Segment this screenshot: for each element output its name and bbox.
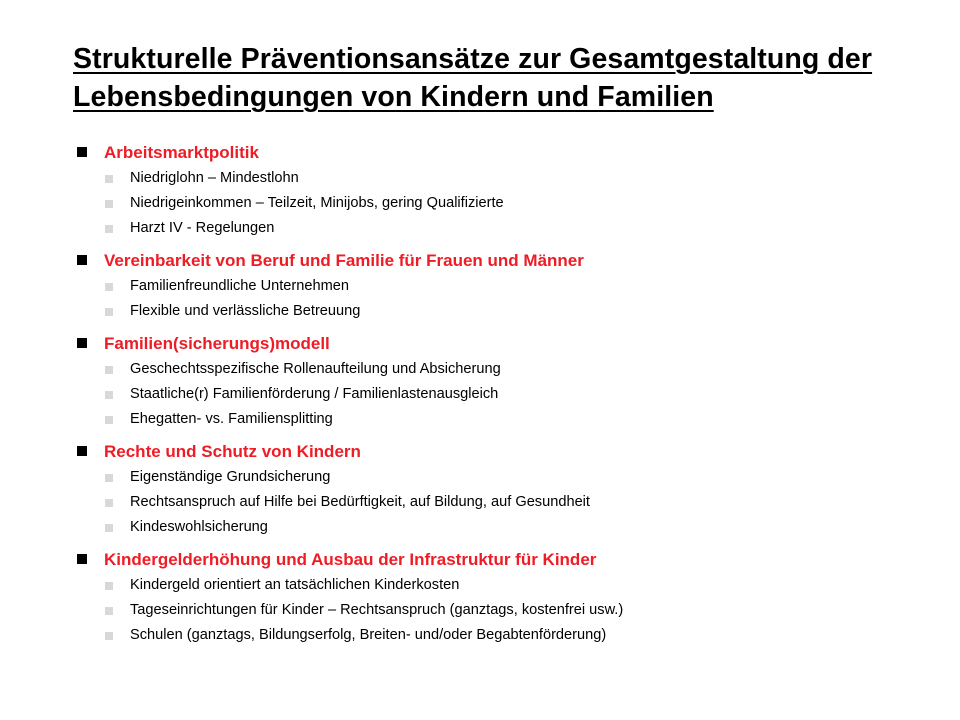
square-sub-bullet-icon (105, 474, 113, 482)
square-bullet-icon (77, 147, 87, 157)
square-sub-bullet-icon (105, 416, 113, 424)
list-item-text: Staatliche(r) Familienförderung / Familienlastenausgleich (130, 386, 499, 402)
square-bullet-icon (77, 255, 87, 265)
section-heading-text: Arbeitsmarktpolitik (104, 143, 259, 162)
list-item-text: Tageseinrichtungen für Kinder – Rechtsanspruch (ganztags, kostenfrei usw.) (130, 602, 624, 618)
list-item-text: Schulen (ganztags, Bildungserfolg, Breiten- und/oder Begabtenförderung) (130, 627, 607, 643)
list-item-text: Eigenständige Grundsicherung (130, 469, 331, 485)
section-familienmodell (0, 331, 960, 432)
section-heading-text: Familien(sicherungs)modell (104, 334, 330, 353)
square-sub-bullet-icon (105, 200, 113, 208)
square-sub-bullet-icon (105, 283, 113, 291)
list-item (0, 573, 960, 598)
square-sub-bullet-icon (105, 225, 113, 233)
list-item (0, 515, 960, 540)
section-heading (0, 140, 960, 166)
square-sub-bullet-icon (105, 499, 113, 507)
list-item-text: Niedrigeinkommen – Teilzeit, Minijobs, gering Qualifizierte (130, 195, 504, 211)
section-vereinbarkeit (0, 248, 960, 324)
square-sub-bullet-icon (105, 175, 113, 183)
square-sub-bullet-icon (105, 607, 113, 615)
list-item (0, 407, 960, 432)
section-heading-text: Vereinbarkeit von Beruf und Familie für Frauen und Männer (104, 251, 584, 270)
list-item (0, 623, 960, 648)
square-sub-bullet-icon (105, 582, 113, 590)
slide-title: Strukturelle Präventionsansätze zur Gesamtgestaltung der Lebensbedingungen von Kindern und Familien (73, 43, 873, 113)
section-kindergeld (0, 547, 960, 648)
section-spacer (0, 540, 960, 547)
list-item (0, 274, 960, 299)
list-item-text: Kindeswohlsicherung (130, 519, 268, 535)
section-spacer (0, 324, 960, 331)
square-bullet-icon (77, 338, 87, 348)
list-item-text: Ehegatten- vs. Familiensplitting (130, 411, 333, 427)
section-spacer (0, 432, 960, 439)
list-item-text: Rechtsanspruch auf Hilfe bei Bedürftigkeit, auf Bildung, auf Gesundheit (130, 494, 590, 510)
list-item-text: Harzt IV - Regelungen (130, 220, 275, 236)
square-sub-bullet-icon (105, 308, 113, 316)
square-bullet-icon (77, 446, 87, 456)
section-kinderrechte (0, 439, 960, 540)
list-item (0, 216, 960, 241)
square-bullet-icon (77, 554, 87, 564)
list-item-text: Niedriglohn – Mindestlohn (130, 170, 299, 186)
bullet-list (0, 140, 960, 648)
list-item (0, 490, 960, 515)
section-heading (0, 547, 960, 573)
section-heading (0, 331, 960, 357)
square-sub-bullet-icon (105, 524, 113, 532)
list-item (0, 465, 960, 490)
list-item-text: Flexible und verlässliche Betreuung (130, 303, 361, 319)
square-sub-bullet-icon (105, 391, 113, 399)
list-item (0, 382, 960, 407)
list-item (0, 299, 960, 324)
square-sub-bullet-icon (105, 366, 113, 374)
section-heading-text: Kindergelderhöhung und Ausbau der Infrastruktur für Kinder (104, 550, 597, 569)
square-sub-bullet-icon (105, 632, 113, 640)
list-item-text: Geschechtsspezifische Rollenaufteilung und Absicherung (130, 361, 501, 377)
section-spacer (0, 241, 960, 248)
section-heading-text: Rechte und Schutz von Kindern (104, 442, 361, 461)
list-item-text: Kindergeld orientiert an tatsächlichen Kinderkosten (130, 577, 460, 593)
list-item (0, 598, 960, 623)
list-item (0, 166, 960, 191)
list-item (0, 191, 960, 216)
list-item-text: Familienfreundliche Unternehmen (130, 278, 350, 294)
list-item (0, 357, 960, 382)
section-arbeitsmarktpolitik (0, 140, 960, 241)
section-heading (0, 248, 960, 274)
section-heading (0, 439, 960, 465)
